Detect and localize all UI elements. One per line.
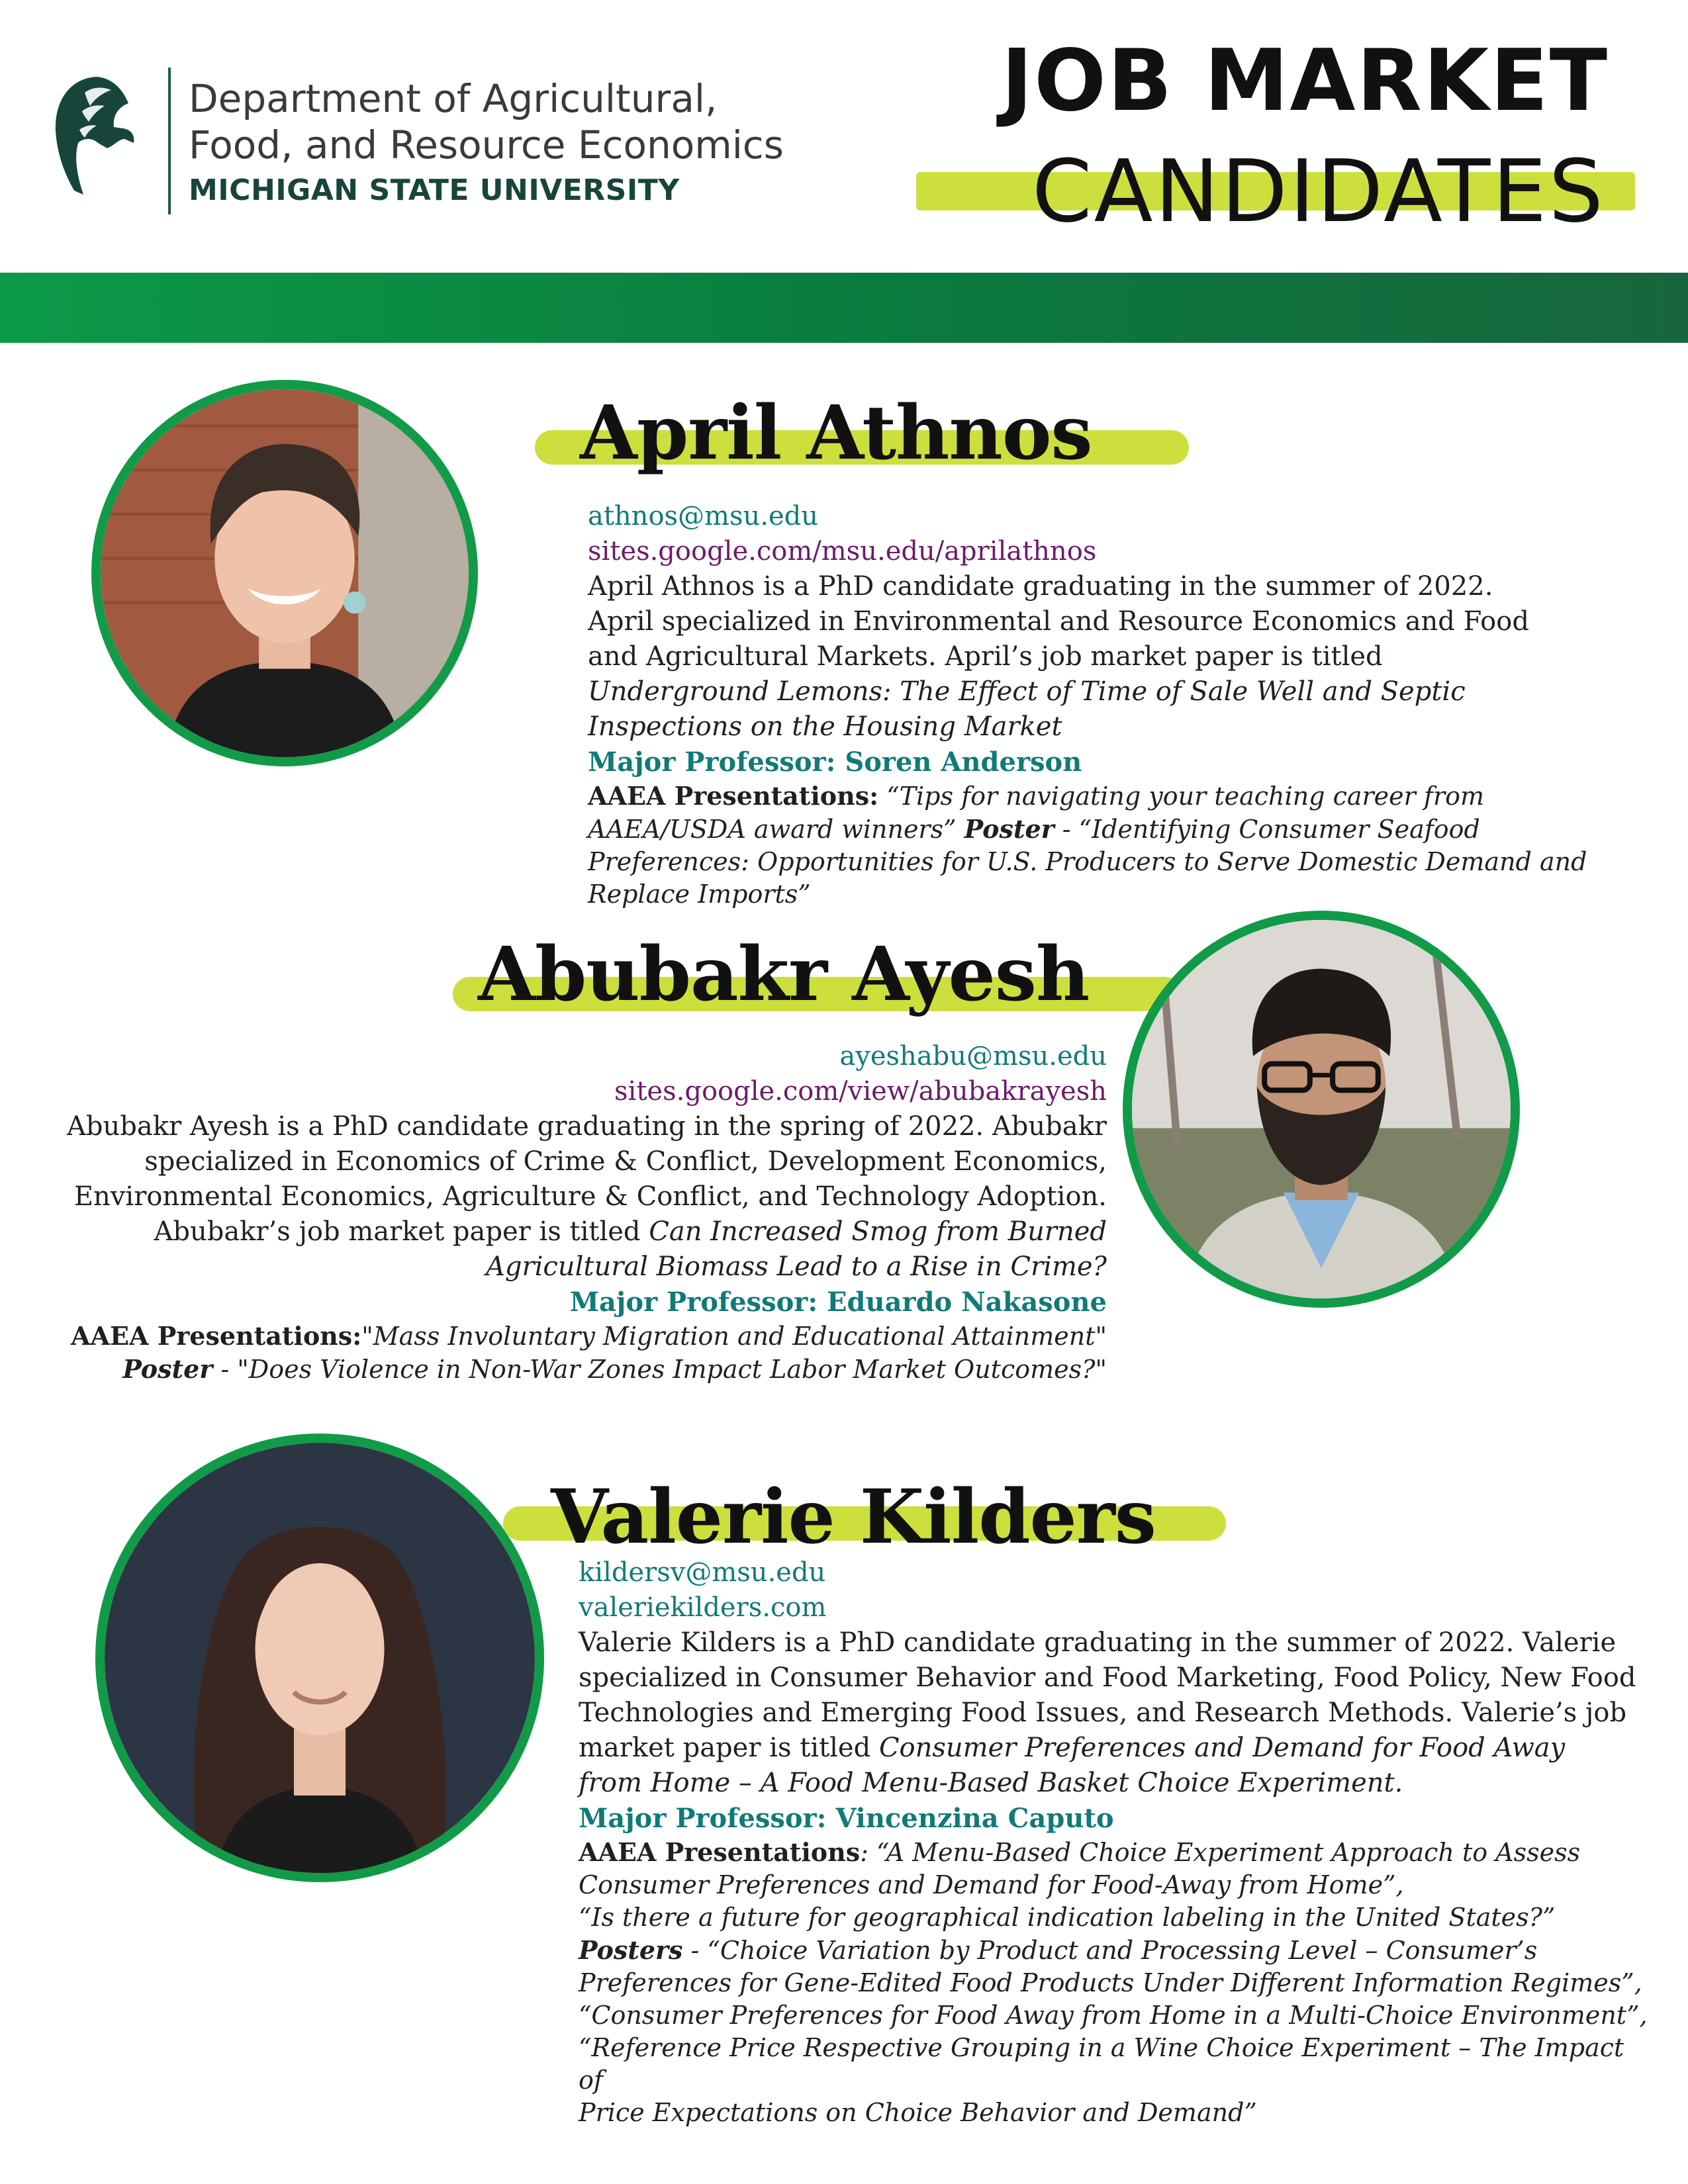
candidate-name: April Athnos: [580, 390, 1092, 477]
paper-title: Inspections on the Housing Market: [588, 711, 1062, 742]
presentation-text: AAEA/USDA award winners”: [588, 815, 957, 844]
bio-line: Valerie Kilders is a PhD candidate graduating in the summer of 2022. Valerie: [579, 1627, 1617, 1658]
presentation-text: “Tips for navigating your teaching career from: [878, 782, 1485, 811]
bio-line: and Agricultural Markets. April’s job market paper is titled: [588, 641, 1383, 672]
presentation-text: - “Identifying Consumer Seafood: [1054, 815, 1480, 844]
candidate-photo-valerie-kilders: [95, 1433, 544, 1882]
bio-line: Technologies and Emerging Food Issues, and Research Methods. Valerie’s job: [579, 1698, 1627, 1728]
presentation-text: “Consumer Preferences for Food Away from Home in a Multi-Choice Environment”,: [579, 2001, 1648, 2030]
page-title-job-market: JOB MARKET: [1001, 32, 1609, 130]
department-name: [189, 75, 784, 168]
bio-line: April specialized in Environmental and Resource Economics and Food: [588, 606, 1529, 637]
presentation-text: Preferences for Gene-Edited Food Products Under Different Information Regimes”,: [579, 1968, 1642, 1997]
presentation-text: “Is there a future for geographical indication labeling in the United States?”: [579, 1903, 1556, 1932]
candidate-bio: [40, 1109, 1107, 1285]
candidate-photo-abubakr-ayesh: [1123, 911, 1520, 1308]
candidate-website[interactable]: valeriekilders.com: [579, 1592, 827, 1623]
candidate-photo-april-athnos: [91, 380, 478, 766]
department-line-2: Food, and Resource Economics: [189, 122, 784, 167]
major-professor: Major Professor: Vincenzina Caputo: [579, 1803, 1114, 1834]
poster-label: Poster: [964, 814, 1055, 844]
bio-line: April Athnos is a PhD candidate graduating in the summer of 2022.: [588, 571, 1493, 602]
candidate-email[interactable]: kildersv@msu.edu: [579, 1557, 826, 1588]
poster-label: Posters: [579, 1935, 683, 1965]
logo-divider: [168, 68, 171, 214]
presentations-label: AAEA Presentations: [579, 1837, 861, 1867]
major-professor: Major Professor: Eduardo Nakasone: [569, 1287, 1107, 1318]
header-green-band: [0, 273, 1688, 343]
candidate-name: Abubakr Ayesh: [478, 931, 1090, 1018]
paper-title: Can Increased Smog from Burned: [649, 1216, 1107, 1247]
paper-title: Consumer Preferences and Demand for Food Away: [878, 1733, 1566, 1763]
bio-line: Abubakr’s job market paper is titled: [154, 1216, 649, 1247]
poster-label: Poster: [122, 1354, 213, 1384]
candidate-bio: [588, 569, 1614, 745]
presentation-text: Replace Imports”: [588, 880, 811, 909]
presentations: [588, 780, 1614, 911]
paper-title: Underground Lemons: The Effect of Time of Sale Well and Septic: [588, 676, 1466, 707]
candidate-email[interactable]: athnos@msu.edu: [588, 501, 819, 531]
presentations-label: AAEA Presentations:: [71, 1321, 362, 1351]
page-title-candidates: CANDIDATES: [1031, 141, 1605, 242]
presentations: [40, 1320, 1107, 1386]
candidate-details-april-athnos: [588, 499, 1614, 911]
presentation-text: Consumer Preferences and Demand for Food-Away from Home”,: [579, 1870, 1404, 1899]
candidate-email[interactable]: ayeshabu@msu.edu: [839, 1041, 1107, 1071]
candidate-website[interactable]: sites.google.com/msu.edu/aprilathnos: [588, 536, 1097, 567]
candidate-bio: [579, 1625, 1651, 1801]
department-line-1: Department of Agricultural,: [189, 76, 718, 121]
bio-line: Abubakr Ayesh is a PhD candidate graduating in the spring of 2022. Abubakr: [67, 1111, 1107, 1142]
paper-title: from Home – A Food Menu-Based Basket Choice Experiment.: [579, 1768, 1403, 1798]
presentations-label: AAEA Presentations:: [588, 781, 879, 811]
university-name: MICHIGAN STATE UNIVERSITY: [189, 173, 680, 207]
spartan-helmet-logo: [50, 74, 143, 200]
presentation-text: Price Expectations on Choice Behavior and Demand”: [579, 2098, 1257, 2127]
major-professor: Major Professor: Soren Anderson: [588, 747, 1082, 778]
presentation-text: Preferences: Opportunities for U.S. Producers to Serve Domestic Demand and: [588, 847, 1587, 876]
candidate-details-valerie-kilders: [579, 1555, 1651, 2129]
paper-title: Agricultural Biomass Lead to a Rise in Crime?: [486, 1251, 1107, 1282]
bio-line: market paper is titled: [579, 1733, 879, 1763]
presentation-text: - “Choice Variation by Product and Processing Level – Consumer’s: [682, 1936, 1538, 1965]
candidate-name: Valerie Kilders: [551, 1474, 1156, 1561]
candidate-details-abubakr-ayesh: [40, 1039, 1107, 1386]
presentation-text: "Mass Involuntary Migration and Educational Attainment": [361, 1322, 1107, 1351]
candidate-website[interactable]: sites.google.com/view/abubakrayesh: [614, 1076, 1107, 1107]
presentation-text: : “A Menu-Based Choice Experiment Approach to Assess: [860, 1838, 1581, 1867]
presentations: [579, 1836, 1651, 2129]
presentation-text: - "Does Violence in Non-War Zones Impact Labor Market Outcomes?": [212, 1355, 1107, 1384]
bio-line: specialized in Consumer Behavior and Food Marketing, Food Policy, New Food: [579, 1662, 1636, 1693]
bio-line: specialized in Economics of Crime & Conflict, Development Economics,: [144, 1146, 1107, 1177]
presentation-text: “Reference Price Respective Grouping in a Wine Choice Experiment – The Impact of: [579, 2033, 1624, 2095]
bio-line: Environmental Economics, Agriculture & Conflict, and Technology Adoption.: [73, 1181, 1107, 1212]
